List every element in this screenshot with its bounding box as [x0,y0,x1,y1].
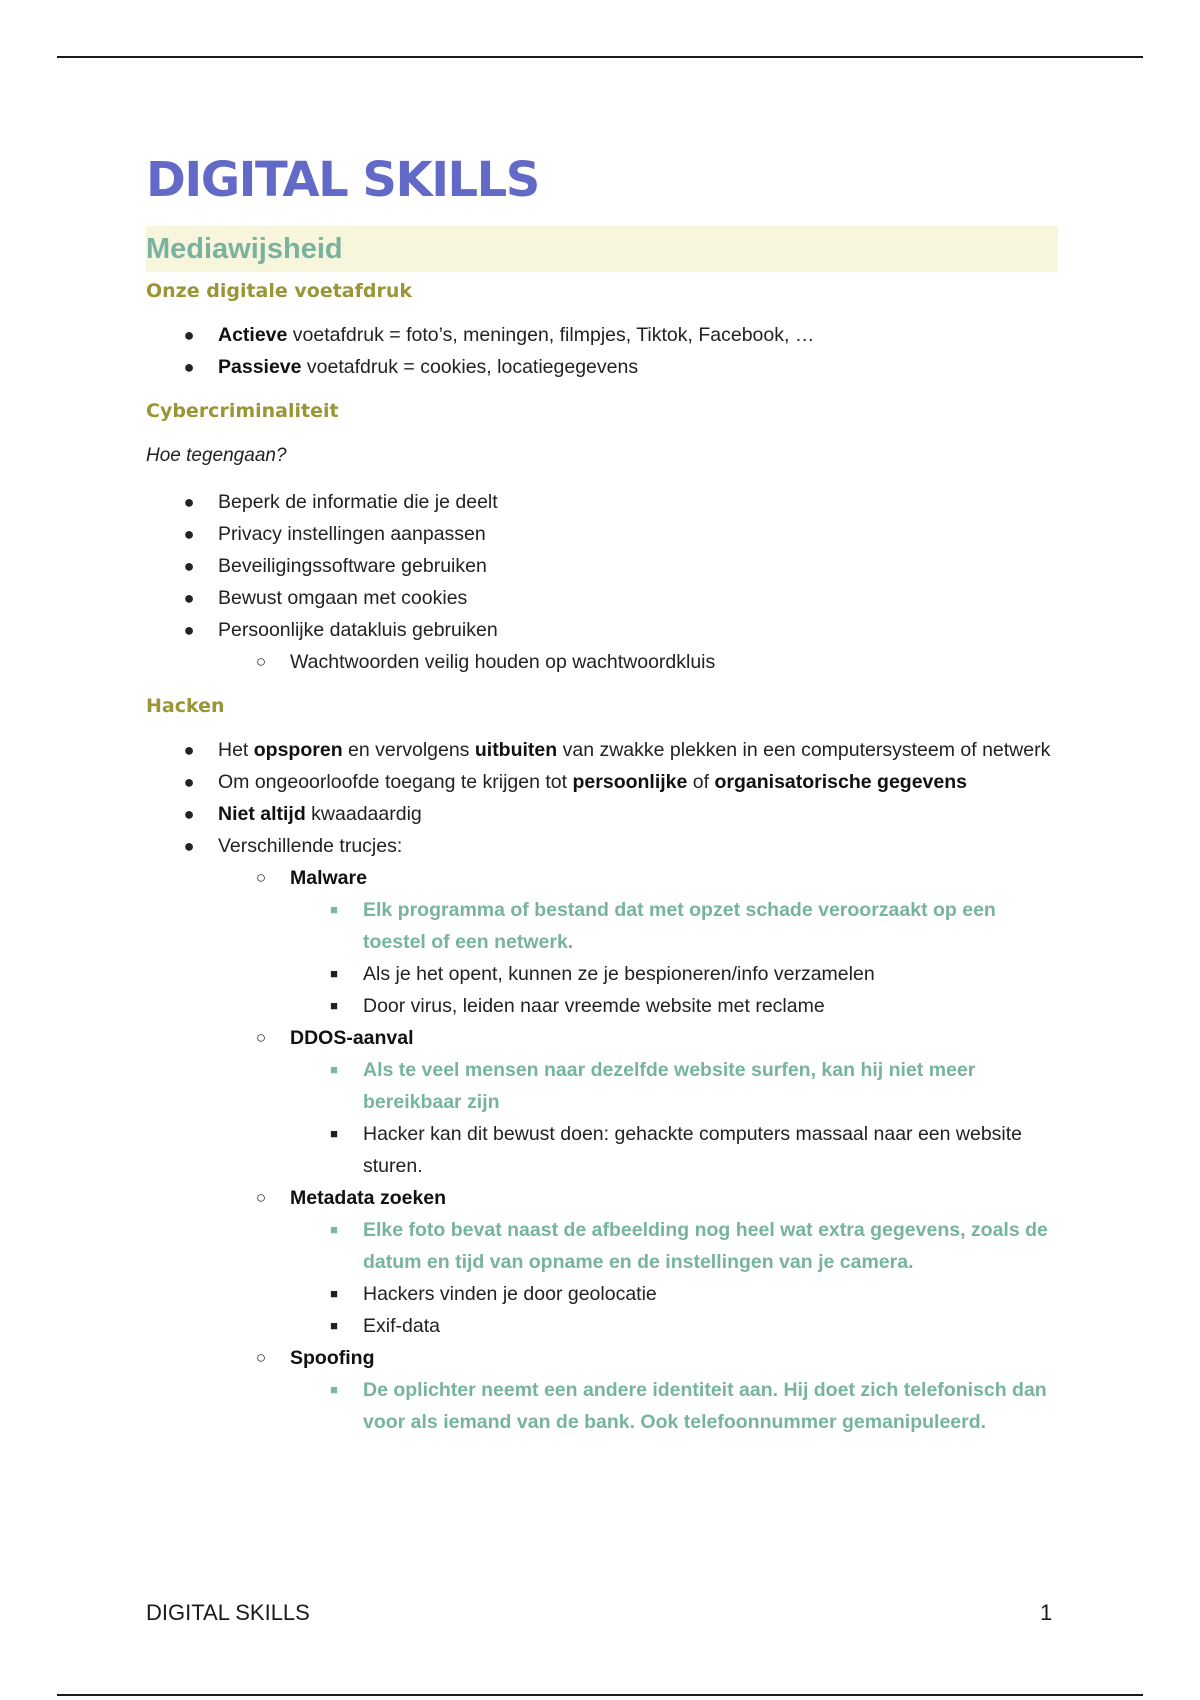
list-item [146,582,1058,614]
square-bullet-icon: ■ [330,1126,338,1141]
page-number: 1 [1040,1600,1053,1625]
cyber-heading: Cybercriminaliteit [146,400,339,422]
item-text: Beveiligingssoftware gebruiken [218,555,487,577]
list-subitem [146,1022,1058,1054]
definition-text: Elk programma of bestand dat met opzet schade veroorzaakt op een toestel of een netwerk. [363,899,996,953]
bullet-icon: ● [183,524,195,544]
bold-term: organisatorische gegevens [714,771,967,793]
square-bullet-icon: ■ [330,902,338,917]
hacking-list [146,734,1058,1438]
trick-name: Metadata zoeken [290,1187,447,1209]
list-item [146,734,1058,766]
item-text: Exif-data [363,1315,440,1337]
list-item [146,614,1058,646]
square-bullet-icon: ■ [330,1382,338,1397]
list-item [146,486,1058,518]
item-text: Wachtwoorden veilig houden op wachtwoordkluis [290,651,716,673]
bullet-icon: ● [183,588,195,608]
square-bullet-icon: ■ [330,1318,338,1333]
list-subitem [146,1342,1058,1374]
definition-item [146,1054,1058,1118]
cyber-list [146,486,1058,678]
list-item [146,351,1058,383]
list-subitem [146,646,1058,678]
trick-name: Malware [290,867,367,889]
list-subsubitem [146,1310,1058,1342]
definition-item [146,1214,1058,1278]
circle-bullet-icon: ○ [255,652,267,671]
item-text: van zwakke plekken in een computersysteem of netwerk [557,739,1051,761]
item-text: Persoonlijke datakluis gebruiken [218,619,498,641]
trick-name: Spoofing [290,1347,375,1369]
item-text: Hacker kan dit bewust doen: gehackte computers massaal naar een website sturen. [363,1123,1023,1177]
list-item [146,550,1058,582]
item-text: Hackers vinden je door geolocatie [363,1283,657,1305]
bullet-icon: ● [183,772,195,792]
header-rule [57,56,1143,58]
section-title: Mediawijsheid [146,233,343,265]
bold-term: uitbuiten [474,739,558,761]
item-text: Om ongeoorloofde toegang te krijgen tot [218,771,573,793]
square-bullet-icon: ■ [330,966,338,981]
list-item [146,830,1058,862]
square-bullet-icon: ■ [330,998,338,1013]
bullet-icon: ● [183,556,195,576]
square-bullet-icon: ■ [330,1062,338,1077]
item-text: Als je het opent, kunnen ze je bespioneren/info verzamelen [363,963,875,985]
list-item [146,798,1058,830]
bullet-icon: ● [183,804,195,824]
bold-term: Niet altijd [218,803,306,825]
list-item [146,319,1058,351]
bullet-icon: ● [183,325,195,345]
list-subsubitem [146,1118,1058,1182]
list-item [146,766,1058,798]
section-band [146,226,1058,272]
item-text: Verschillende trucjes: [218,835,403,857]
square-bullet-icon: ■ [330,1286,338,1301]
item-text: of [687,771,715,793]
item-text: voetafdruk = foto’s, meningen, filmpjes, Tiktok, Facebook, … [287,324,815,346]
item-text: Bewust omgaan met cookies [218,587,468,609]
footer-rule [57,1694,1143,1696]
circle-bullet-icon: ○ [255,1028,267,1047]
item-text: Privacy instellingen aanpassen [218,523,486,545]
list-subitem [146,1182,1058,1214]
list-item [146,518,1058,550]
item-text: Het [218,739,254,761]
definition-text: De oplichter neemt een andere identiteit aan. Hij doet zich telefonisch dan voor als iemand van de bank. Ook telefoonnummer gemanipuleerd. [363,1379,1047,1433]
bold-term: Passieve [218,356,302,378]
item-text: kwaadaardig [305,803,422,825]
definition-item [146,894,1058,958]
circle-bullet-icon: ○ [255,1188,267,1207]
square-bullet-icon: ■ [330,1222,338,1237]
footprint-list [146,319,1058,383]
item-text: en vervolgens [342,739,475,761]
list-subitem [146,862,1058,894]
bold-term: persoonlijke [572,771,688,793]
footer-title: DIGITAL SKILLS [146,1600,310,1625]
circle-bullet-icon: ○ [255,868,267,887]
trick-name: DDOS-aanval [290,1027,414,1049]
cyber-question: Hoe tegengaan? [146,445,287,466]
bullet-icon: ● [183,357,195,377]
document-title: DIGITAL SKILLS [146,152,539,208]
definition-text: Als te veel mensen naar dezelfde website surfen, kan hij niet meer bereikbaar zijn [363,1059,976,1113]
bullet-icon: ● [183,740,195,760]
list-subsubitem [146,990,1058,1022]
bold-term: Actieve [218,324,288,346]
bold-term: opsporen [253,739,343,761]
item-text: Door virus, leiden naar vreemde website met reclame [363,995,825,1017]
item-text: voetafdruk = cookies, locatiegegevens [301,356,639,378]
footprint-heading: Onze digitale voetafdruk [146,280,413,302]
list-subsubitem [146,1278,1058,1310]
list-subsubitem [146,958,1058,990]
item-text: Beperk de informatie die je deelt [218,491,498,513]
circle-bullet-icon: ○ [255,1348,267,1367]
bullet-icon: ● [183,836,195,856]
hacking-heading: Hacken [146,695,225,717]
definition-item [146,1374,1058,1438]
bullet-icon: ● [183,620,195,640]
document-body [146,148,1058,1438]
bullet-icon: ● [183,492,195,512]
definition-text: Elke foto bevat naast de afbeelding nog heel wat extra gegevens, zoals de datum en tijd van opname en de instellingen van je camera. [363,1219,1048,1273]
